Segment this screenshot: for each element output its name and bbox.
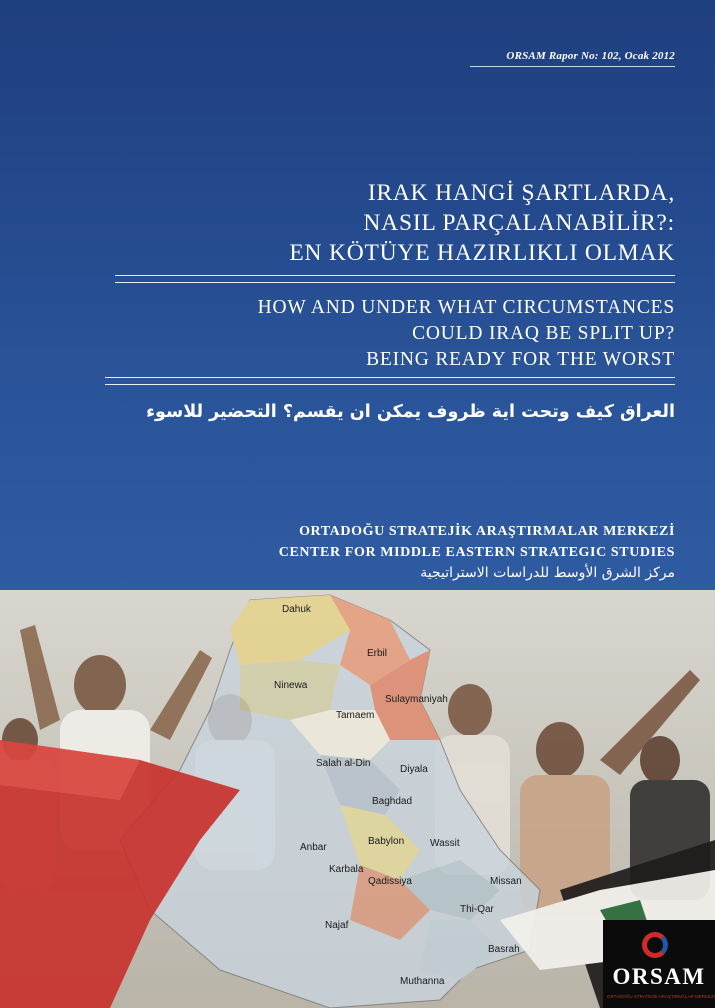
map-label-basrah: Basrah [488, 944, 520, 955]
map-label-missan: Missan [490, 876, 522, 887]
map-label-baghdad: Baghdad [372, 796, 413, 807]
logo-ring-icon [642, 932, 668, 958]
map-label-tamaem: Tamaem [336, 710, 375, 721]
title-tr-line1: IRAK HANGİ ŞARTLARDA, [367, 180, 675, 206]
map-label-qadissiya: Qadissiya [368, 876, 412, 887]
map-label-erbil: Erbil [367, 648, 388, 659]
title-tr-line3: EN KÖTÜYE HAZIRLIKLI OLMAK [289, 240, 675, 266]
map-label-ninewa: Ninewa [274, 680, 308, 691]
map-label-dahuk: Dahuk [282, 604, 311, 615]
center-name-tr: ORTADOĞU STRATEJİK ARAŞTIRMALAR MERKEZİ [299, 524, 675, 539]
center-name [279, 521, 675, 583]
title-tr-line2: NASIL PARÇALANABİLİR?: [363, 210, 675, 236]
map-label-sulaymaniyah: Sulaymaniyah [385, 694, 448, 705]
report-number-rule [470, 66, 675, 67]
title-en-line3: BEING READY FOR THE WORST [366, 349, 675, 370]
orsam-logo [603, 920, 715, 1008]
divider-bottom [105, 377, 675, 385]
map-label-wassit: Wassit [430, 838, 460, 849]
center-name-ar: مركز الشرق الأوسط للدراسات الاستراتيجية [420, 565, 675, 581]
title-turkish [289, 178, 675, 268]
map-label-salah-al-din: Salah al-Din [316, 758, 371, 769]
divider-top [115, 275, 675, 283]
cover-photo [0, 590, 715, 1008]
map-label-diyala: Diyala [400, 764, 428, 775]
map-label-anbar: Anbar [300, 842, 327, 853]
map-label-najaf: Najaf [325, 920, 349, 931]
map-label-babylon: Babylon [368, 836, 405, 847]
report-number: ORSAM Rapor No: 102, Ocak 2012 [506, 50, 675, 62]
map-label-karbala: Karbala [329, 864, 364, 875]
center-name-en: CENTER FOR MIDDLE EASTERN STRATEGIC STUDIES [278, 545, 675, 560]
title-arabic: العراق كيف وتحت اية ظروف يمكن ان يقسم؟ التحضير للاسوء [146, 402, 675, 422]
logo-name: ORSAM [612, 964, 706, 989]
title-en-line1: HOW AND UNDER WHAT CIRCUMSTANCES [257, 297, 675, 318]
logo-tagline: ORTADOĞU STRATEJİK ARAŞTIRMALAR MERKEZİ [607, 994, 715, 999]
title-english [258, 295, 675, 373]
map-label-muthanna: Muthanna [400, 976, 445, 987]
map-label-thi-qar: Thi-Qar [460, 904, 494, 915]
title-en-line2: COULD IRAQ BE SPLIT UP? [412, 323, 675, 344]
